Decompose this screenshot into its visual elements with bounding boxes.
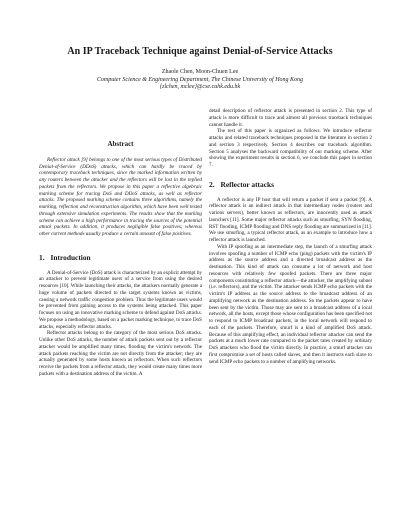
left-column (39, 103, 202, 378)
paper-email: {zlchen, mclee}@cse.cuhk.edu.hk (159, 84, 241, 90)
section-heading-introduction (39, 252, 202, 262)
section-title: Introduction (50, 252, 91, 262)
section-number: 2. (209, 179, 215, 189)
paper-authors: Zhaole Chen, Moon-Chuen Lee (161, 69, 239, 75)
abstract-text: Reflector attack [9] belongs to one of the most serious types of Distributed Denial-of-Service (DDoS) attacks, which can hardly be traced by contemporary traceback techniques, since the marked information written by any routers between the attacker and the reflectors will be lost in the replied packets from the reflectors. We propose in this paper a reflective algebraic marking scheme for tracing DoS and DDoS attacks, as well as reflector attacks. The proposed marking scheme contains three algorithms, namely the marking, reflection and reconstruction algorithm, which have been well tested through extensive simulation experiments. The results show that the marking scheme can achieve a high performance in tracing the sources of the potential attack packets. In addition, it produces negligible false positives; whereas other current methods usually produce a certain amount of false positives. (39, 156, 202, 237)
section2-paragraph-2: With IP spoofing as an intermediate step, the launch of a smurfing attack involves spoofing a number of ICMP echo (ping) packets with the victim's IP address as the source address and a directed broadcast address as the destination. This kind of attack can consume a lot of network and host resources with relatively few spoofed packets. There are three major components constituting a reflector attack—the attacker, the amplifying subnet (i.e. reflectors), and the victim. The attacker sends ICMP echo packets with the victim's IP address as the source address to the broadcast address of an amplifying network as the destination address. So the packets appear to have been sent by the victim. Those may are sent to a broadcast address of a local network, all the hosts, except those whose configuration has been specified not to respond to ICMP broadcast packets, in the local network will respond to each of the packets. Therefore, smurf is a kind of amplified DoS attack. Because of this amplifying effect, an individual reflector attacker can send the packets at a much lower rate compared to the packet rates created by ordinary DoS attackers who flood the victim directly. In practice, a smurf attacker can first compromise a set of hosts called slaves, and then it instructs each slave to send ICMP echo packets to a number of amplifying networks. (209, 243, 372, 365)
section2-paragraph-1: A reflector is any IP host that will return a packet if sent a packet [9]. A reflector attack is an indirect attack in that intermediary nodes (routers and various servers), better known as reflectors, are innocently used as attack launchers [11]. Some major reflector attacks such as smurfing, SYN flooding, RST flooding, ICMP flooding and DNS reply flooding are summarized in [11]. We use smurfing, a typical reflector attack, as an example to introduce how a reflector attack is launched. (209, 196, 372, 243)
section-title: Reflector attacks (220, 179, 274, 189)
section-number: 1. (39, 252, 45, 262)
right-column (209, 108, 372, 365)
paper-title: An IP Traceback Technique against Denial-of-Service Attacks (67, 46, 333, 57)
section-heading-reflector-attacks (209, 179, 372, 189)
paper-affiliation: Computer Science & Engineering Department, The Chinese University of Hong Kong (96, 77, 304, 83)
intro-paragraph-2: Reflector attacks belong to the category of the most serious DoS attacks. Unlike other DoS attacks, the number of attack packets sent out by a reflector attacker would be amplified many times, flooding the victim's network. The attack packets reaching the victim are not directly from the attacker; they are actually generated by some hosts known as reflectors. When such reflectors receive the packets from a reflector attack, they would create many times more packets with a destination address of the victim. A (39, 330, 202, 377)
intro-paragraph-4: The rest of this paper is organized as follows. We introduce reflector attacks and related traceback techniques proposed in the literature in section 2 and section 3 respectively. Section 4 describes our traceback algorithm. Section 5 analyses the backward compatibility of our marking scheme. After showing the experiment results in section 6, we conclude this paper in section 7. (209, 128, 372, 168)
intro-paragraph-3: detail description of reflector attack is presented in section 2. This type of attack is more difficult to trace and almost all previous traceback techniques cannot handle it. (209, 108, 372, 128)
abstract-heading: Abstract (107, 140, 134, 148)
intro-paragraph-1: A Denial-of-Service (DoS) attack is characterized by an explicit attempt by an attacker to prevent legitimate users of a service from using the desired resources [10]. While launching their attacks, the attackers normally generate a huge volume of packets directed to the target systems known as victims, causing a network traffic congestion problem. Thus the legitimate users would be prevented from gaining access to the systems being attacked. This paper focuses on using an innovative marking scheme to defend against DoS attacks. We propose a methodology, based on a packet marking technique, to trace DoS attacks, especially reflector attacks. (39, 269, 202, 330)
